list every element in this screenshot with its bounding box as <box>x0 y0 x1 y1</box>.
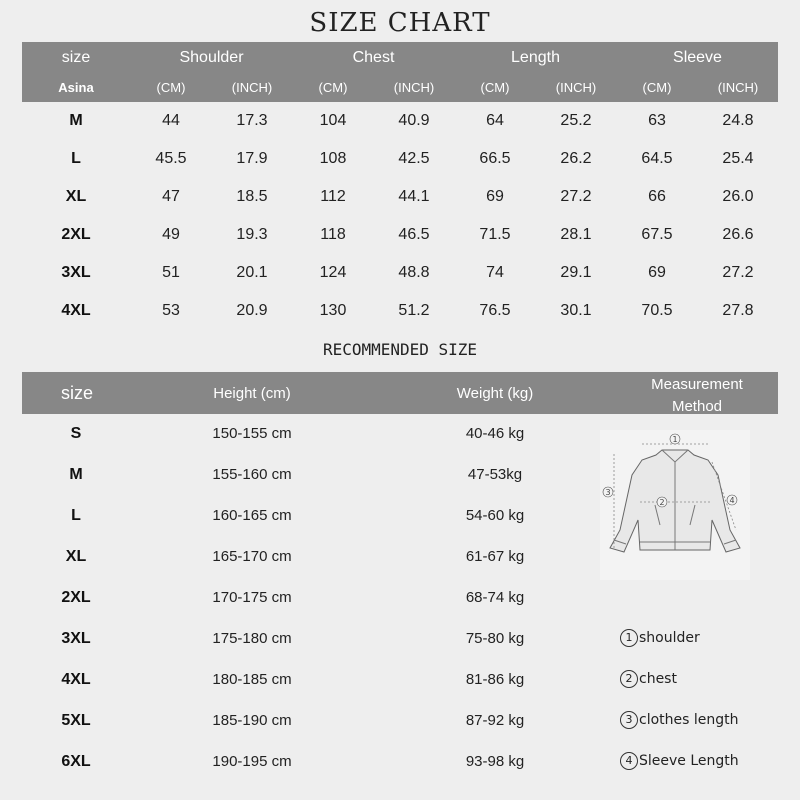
header-chest: Chest <box>352 49 395 66</box>
table-cell: 26.2 <box>560 150 592 167</box>
rec-row-weight: 81-86 kg <box>465 671 525 688</box>
marker-2-icon <box>657 497 667 507</box>
table-cell: 25.4 <box>722 150 754 167</box>
legend-label: shoulder <box>639 630 700 646</box>
table-cell: 64 <box>486 112 504 129</box>
circled-number-icon: 3 <box>620 711 638 729</box>
header-unit-inch: (INCH) <box>231 80 273 95</box>
table-cell: 71.5 <box>479 226 511 243</box>
rec-row-weight: 47-53kg <box>467 466 523 483</box>
header-unit-inch: (INCH) <box>393 80 435 95</box>
table-cell: 67.5 <box>641 226 673 243</box>
rec-row-height: 180-185 cm <box>212 671 292 688</box>
table-cell: 66 <box>648 188 666 205</box>
table-cell: 18.5 <box>236 188 268 205</box>
table-cell: 45.5 <box>155 150 187 167</box>
table-cell: 44.1 <box>398 188 430 205</box>
table-cell: 69 <box>486 188 504 205</box>
rec-header-height: Height (cm) <box>213 385 291 402</box>
rec-row-height: 165-170 cm <box>212 548 292 565</box>
table-cell: 53 <box>162 302 180 319</box>
rec-row-height: 185-190 cm <box>212 712 292 729</box>
rec-row-weight: 68-74 kg <box>465 589 525 606</box>
table-cell: 26.6 <box>722 226 754 243</box>
svg-text:3: 3 <box>605 488 611 497</box>
table-cell: 64.5 <box>641 150 673 167</box>
table-cell: 51 <box>162 264 180 281</box>
table-row-size: 3XL <box>61 264 91 281</box>
table-cell: 27.8 <box>722 302 754 319</box>
rec-row-height: 175-180 cm <box>212 630 292 647</box>
header-size: size <box>61 49 91 66</box>
table-row-size: 4XL <box>61 302 91 319</box>
jacket-measurement-diagram <box>600 430 750 580</box>
rec-row-size: 4XL <box>61 671 91 688</box>
rec-row-height: 190-195 cm <box>212 753 292 770</box>
rec-row-size: M <box>69 466 83 483</box>
rec-row-height: 170-175 cm <box>212 589 292 606</box>
table-cell: 17.3 <box>236 112 268 129</box>
legend-item <box>620 670 677 688</box>
legend-label: Sleeve Length <box>639 753 739 769</box>
header-unit-cm: (CM) <box>156 80 186 95</box>
rec-row-size: 2XL <box>61 589 91 606</box>
rec-row-height: 160-165 cm <box>212 507 292 524</box>
table-cell: 47 <box>162 188 180 205</box>
size-chart-title: SIZE CHART <box>309 8 491 38</box>
table-cell: 76.5 <box>479 302 511 319</box>
table-cell: 30.1 <box>560 302 592 319</box>
legend-label: chest <box>639 671 677 687</box>
table-cell: 66.5 <box>479 150 511 167</box>
table-cell: 130 <box>319 302 347 319</box>
table-cell: 124 <box>319 264 347 281</box>
rec-header-size: size <box>60 383 93 403</box>
marker-4-icon <box>727 495 737 505</box>
table-cell: 40.9 <box>398 112 430 129</box>
rec-row-weight: 61-67 kg <box>465 548 525 565</box>
rec-row-weight: 93-98 kg <box>465 753 525 770</box>
table-row-size: M <box>69 112 83 129</box>
table-cell: 28.1 <box>560 226 592 243</box>
table-row-size: L <box>71 150 81 167</box>
table-cell: 27.2 <box>560 188 592 205</box>
table-cell: 112 <box>320 188 346 205</box>
recommended-size-title: RECOMMENDED SIZE <box>322 340 478 359</box>
table-cell: 27.2 <box>722 264 754 281</box>
rec-row-height: 150-155 cm <box>212 425 292 442</box>
svg-text:1: 1 <box>672 435 678 444</box>
table-cell: 42.5 <box>398 150 430 167</box>
header-unit-inch: (INCH) <box>555 80 597 95</box>
table-cell: 104 <box>319 112 347 129</box>
rec-row-size: XL <box>65 548 87 565</box>
table-row-size: 2XL <box>61 226 91 243</box>
header-unit-cm: (CM) <box>642 80 672 95</box>
rec-row-weight: 87-92 kg <box>465 712 525 729</box>
table-cell: 69 <box>648 264 666 281</box>
table-cell: 108 <box>319 150 347 167</box>
table-cell: 48.8 <box>398 264 430 281</box>
table-cell: 63 <box>648 112 666 129</box>
table-cell: 44 <box>162 112 180 129</box>
table-cell: 19.3 <box>236 226 268 243</box>
header-sleeve: Sleeve <box>673 49 722 66</box>
table-row-size: XL <box>65 188 87 205</box>
rec-row-size: S <box>70 425 82 442</box>
header-unit-cm: (CM) <box>480 80 510 95</box>
rec-row-size: 3XL <box>61 630 91 647</box>
table-cell: 46.5 <box>398 226 430 243</box>
table-cell: 51.2 <box>398 302 430 319</box>
header-unit-cm: (CM) <box>318 80 348 95</box>
table-cell: 25.2 <box>560 112 592 129</box>
table-cell: 49 <box>162 226 180 243</box>
svg-text:4: 4 <box>729 496 735 505</box>
table-cell: 118 <box>320 226 346 243</box>
circled-number-icon: 2 <box>620 670 638 688</box>
header-length: Length <box>511 49 560 66</box>
header-shoulder: Shoulder <box>179 49 244 66</box>
table-cell: 70.5 <box>641 302 673 319</box>
rec-row-size: 6XL <box>61 753 91 770</box>
rec-row-weight: 54-60 kg <box>465 507 525 524</box>
table-cell: 20.1 <box>236 264 268 281</box>
legend-item <box>620 752 739 770</box>
rec-header-weight: Weight (kg) <box>456 385 534 402</box>
rec-row-weight: 40-46 kg <box>465 425 525 442</box>
legend-item <box>620 711 739 729</box>
table-cell: 29.1 <box>560 264 592 281</box>
table-cell: 17.9 <box>236 150 268 167</box>
circled-number-icon: 4 <box>620 752 638 770</box>
svg-text:2: 2 <box>659 498 665 507</box>
legend-item <box>620 629 700 647</box>
rec-row-height: 155-160 cm <box>212 466 292 483</box>
header-unit-inch: (INCH) <box>717 80 759 95</box>
table-cell: 26.0 <box>722 188 754 205</box>
table-cell: 74 <box>486 264 504 281</box>
circled-number-icon: 1 <box>620 629 638 647</box>
rec-row-size: 5XL <box>61 712 91 729</box>
table-cell: 24.8 <box>722 112 754 129</box>
table-cell: 20.9 <box>236 302 268 319</box>
legend-label: clothes length <box>639 712 739 728</box>
header-asina: Asina <box>58 80 94 95</box>
rec-row-weight: 75-80 kg <box>465 630 525 647</box>
marker-1-icon <box>670 434 680 444</box>
rec-row-size: L <box>71 507 81 524</box>
rec-header-method-1: Measurement <box>651 376 743 393</box>
rec-header-method-2: Method <box>671 398 723 415</box>
marker-3-icon <box>603 487 613 497</box>
